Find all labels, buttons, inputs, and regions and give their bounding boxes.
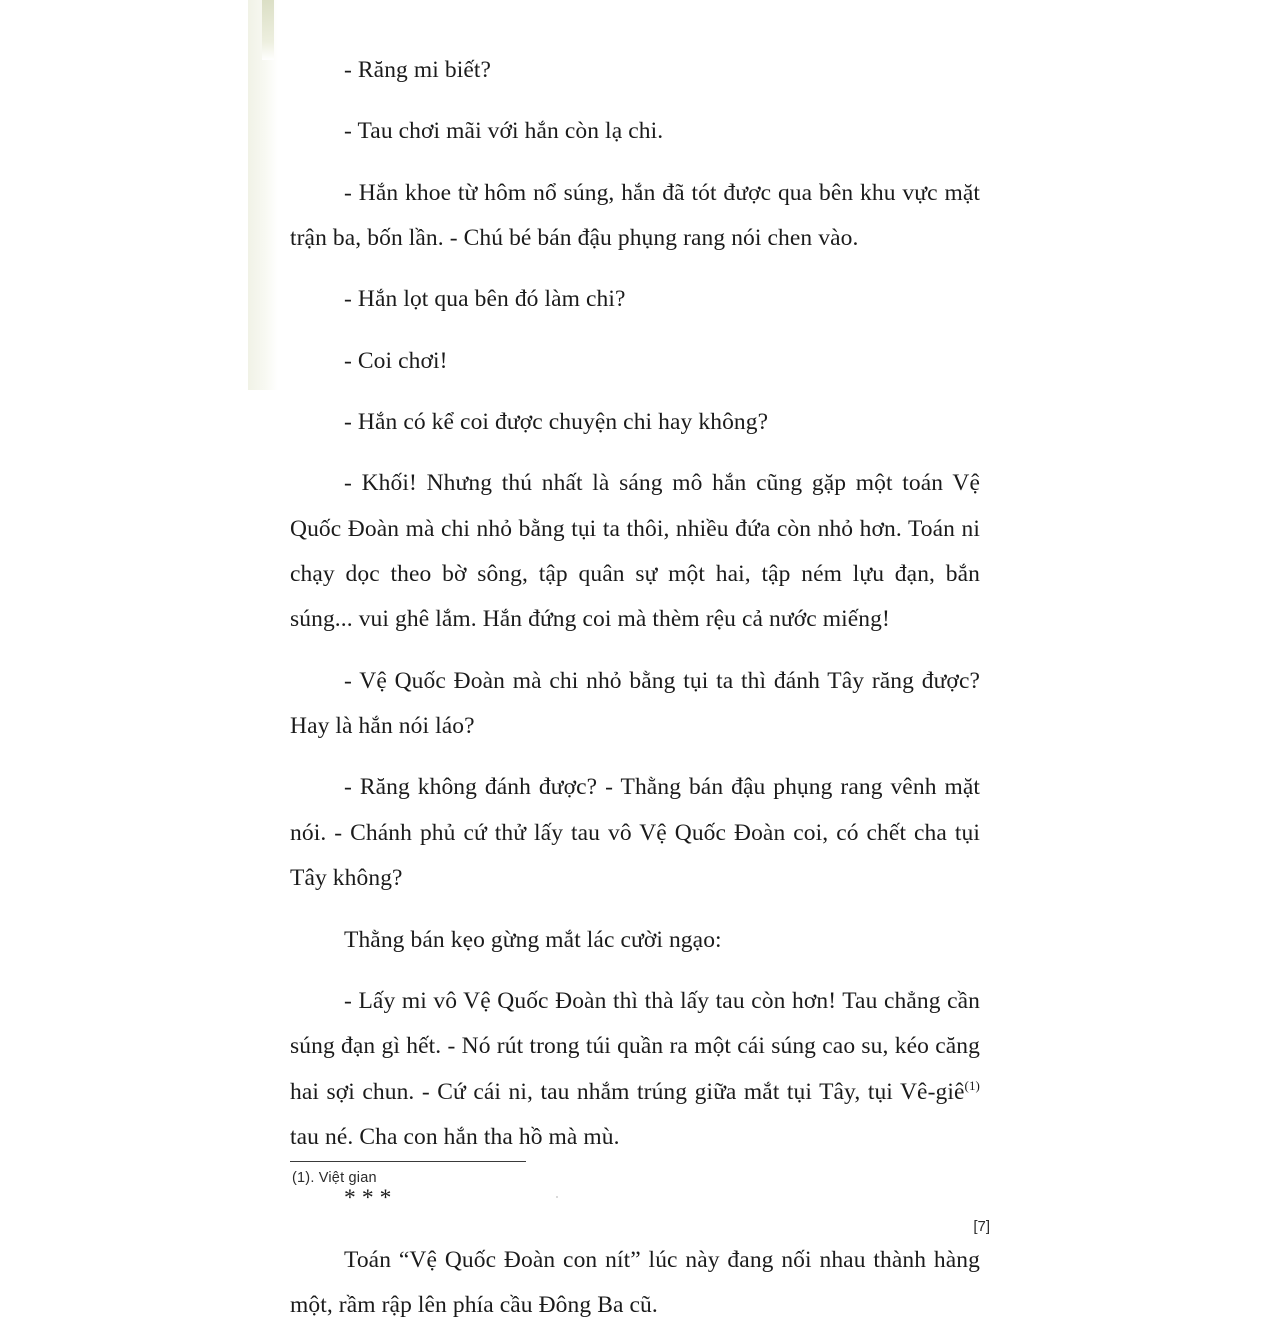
paragraph: - Răng mi biết? xyxy=(344,57,492,83)
footnote-separator-rule xyxy=(290,1161,526,1162)
paragraph: - Tau chơi mãi với hắn còn lạ chi. xyxy=(344,118,664,145)
paragraph: - Răng không đánh được? - Thằng bán đậu phụng rang vênh mặt nói. - Chánh phủ cứ thử lấy tau vô Vệ Quốc Đoàn coi, có chết cha tụi Tây không? xyxy=(290,774,980,892)
footnote-paragraph-before: - Lấy mi vô Vệ Quốc Đoàn thì thà lấy tau còn hơn! Tau chẳng cần súng đạn gì hết. - Nó rút trong túi quần ra một cái súng cao su, kéo căng hai sợi chun. - Cứ cái ni, tau nhắm trúng giữa mắt tụi Tây, tụi Vê-giê xyxy=(290,987,980,1105)
body-text-column xyxy=(290,48,980,1344)
paragraph: Thằng bán kẹo gừng mắt lác cười ngạo: xyxy=(344,926,722,953)
section-divider: * * * xyxy=(344,1185,392,1212)
paragraph: - Hắn có kể coi được chuyện chi hay không? xyxy=(344,409,769,436)
page-number: [7] xyxy=(973,1218,990,1235)
page-binding-shadow xyxy=(262,0,274,60)
footnote-paragraph-after: tau né. Cha con hắn tha hồ mà mù. xyxy=(290,1123,620,1150)
paragraph: - Hắn khoe từ hôm nổ súng, hắn đã tót được qua bên khu vực mặt trận ba, bốn lần. - Chú bé bán đậu phụng rang nói chen vào. xyxy=(290,179,980,252)
paragraph-with-footnote xyxy=(290,979,980,1160)
paragraph: - Coi chơi! xyxy=(344,347,448,374)
paragraph: - Hắn lọt qua bên đó làm chi? xyxy=(344,286,626,313)
paragraph: Toán “Vệ Quốc Đoàn con nít” lúc này đang nối nhau thành hàng một, rầm rập lên phía cầu Đông Ba cũ. xyxy=(290,1246,980,1318)
paragraph: - Khối! Nhưng thú nhất là sáng mô hắn cũng gặp một toán Vệ Quốc Đoàn mà chi nhỏ bằng tụi ta thôi, nhiều đứa còn nhỏ hơn. Toán ni chạy dọc theo bờ sông, tập quân sự một hai, tập ném lựu đạn, bắn súng... vui ghê lắm. Hắn đứng coi mà thèm rệu cả nước miếng! xyxy=(290,470,980,633)
footnote-marker: (1) xyxy=(964,1077,980,1093)
footnote-text: (1). Việt gian xyxy=(292,1170,377,1186)
paragraph: - Vệ Quốc Đoàn mà chi nhỏ bằng tụi ta thì đánh Tây răng được? Hay là hắn nói láo? xyxy=(290,667,980,740)
